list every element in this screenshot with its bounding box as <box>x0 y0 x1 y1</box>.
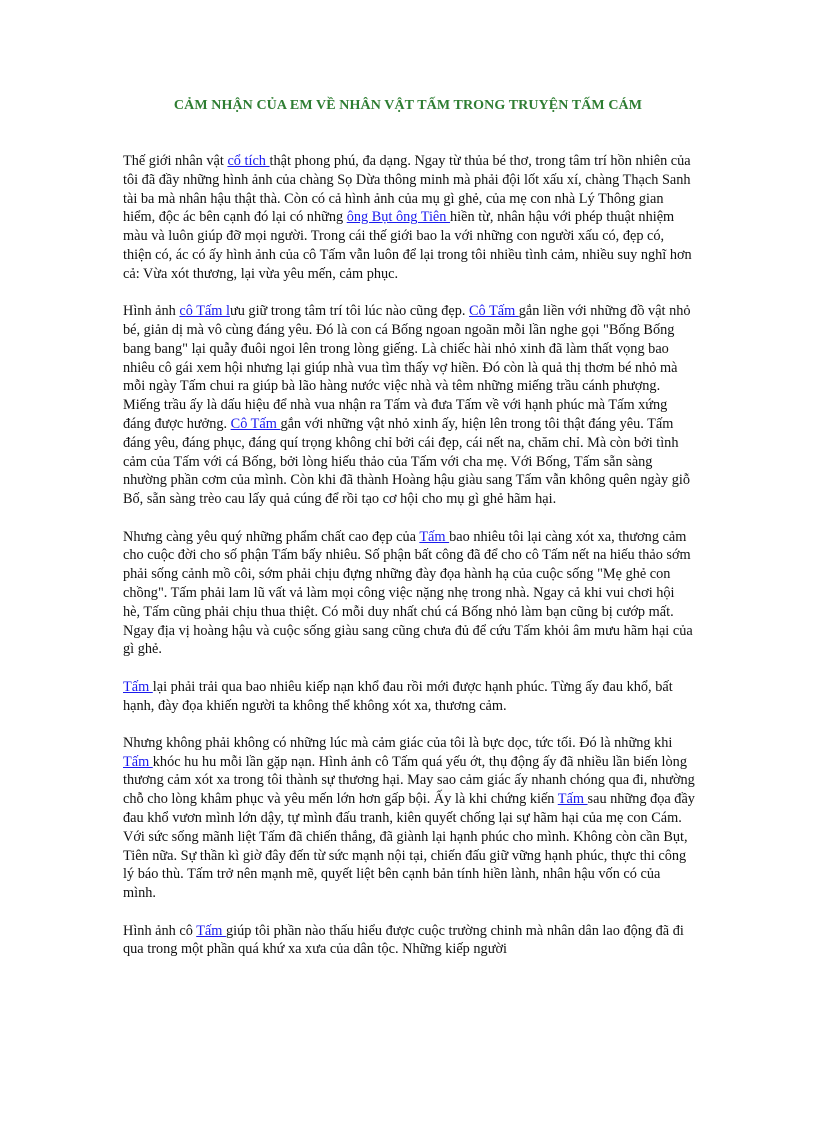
paragraph-4 <box>123 678 695 716</box>
text-run: gắn với những vật nhỏ xinh ấy, hiện lên trong tôi thật đáng yêu. Tấm đáng yêu, đáng phục, đáng quí trọng không chỉ bởi cái đẹp, cái nết na, chăm chỉ. Mà còn bởi tình cảm của Tấm với cá Bống, bởi lòng hiếu thảo của Tấm với cha mẹ. Với Bống, Tấm sẵn sàng nhường phần cơm của mình. Còn khi đã thành Hoàng hậu giàu sang Tấm vẫn không quên ngày giỗ Bố, sẵn sàng trèo cau lấy quả cúng để rồi tạo cơ hội cho mụ gì ghẻ hãm hại. <box>123 415 690 508</box>
document-body <box>123 152 695 978</box>
text-run: hiền từ, nhân hậu với phép thuật nhiệm màu và luôn giúp đỡ mọi người. Trong cái thế giới bao la với những con người xấu có, đẹp có, thiện có, ác có ấy hình ảnh của cô Tấm vẫn luôn để lại trong tôi nhiều tình cảm, nhiều suy nghĩ hơn cả: Vừa xót thương, lại vừa yêu mến, cảm phục. <box>123 209 692 282</box>
link-tam[interactable]: Tấm <box>123 753 153 770</box>
paragraph-2 <box>123 302 695 509</box>
text-run: giúp tôi phần nào thấu hiểu được cuộc trường chinh mà nhân dân lao động đã đi qua trong một phần quá khứ xa xưa của dân tộc. Những kiếp người <box>123 922 684 958</box>
text-run: sau những đọa đầy đau khổ vươn mình lớn dậy, tự mình đấu tranh, kiên quyết chống lại sự hãm hại của mẹ con Cám. Với sức sống mãnh liệt Tấm đã chiến thắng, đã giành lại hạnh phúc cho mình. Không còn cần Bụt, Tiên nữa. Sự thần kì giờ đây đến từ sức mạnh nội tại, chiến đấu giữ vững hạnh phúc, thực thi công lý báo thù. Tấm trở nên mạnh mẽ, quyết liệt bên cạnh bản tính hiền lành, nhân hậu vốn có của mình. <box>123 791 695 902</box>
text-run: thật phong phú, đa dạng. Ngay từ thủa bé thơ, trong tâm trí hồn nhiên của tôi đã đầy những hình ảnh của chàng Sọ Dừa thông minh mà phải đội lốt xấu xí, chàng Thạch Sanh tài ba mà nhân hậu thật thà. Còn có cả hình ảnh của mụ gì ghẻ, của mẹ con nhà Lý Thông gian hiểm, độc ác bên cạnh đó lại có những <box>123 153 691 226</box>
text-run: gắn liền với những đồ vật nhỏ bé, giản dị mà vô cùng đáng yêu. Đó là con cá Bống ngoan ngoãn mỗi lần nghe gọi "Bống Bống bang bang" lại quẫy đuôi ngoi lên trong lòng giếng. Là chiếc hài nhỏ xinh đã làm thất vọng bao nhiêu cô gái xem hội nhưng lại giúp nhà vua tìm thấy vợ hiền. Đó còn là quả thị thơm bé nhỏ mà mỗi ngày Tấm chui ra giúp bà lão hàng nước việc nhà và têm những miếng trầu cánh phượng. Miếng trầu ấy là dấu hiệu để nhà vua nhận ra Tấm và đưa Tấm về với hạnh phúc mà Tấm xứng đáng được hưởng. <box>123 303 691 432</box>
text-run: Hình ảnh <box>123 303 180 320</box>
paragraph-3 <box>123 528 695 660</box>
document-title: CẢM NHẬN CỦA EM VỀ NHÂN VẬT TẤM TRONG TRUYỆN TẤM CÁM <box>173 98 643 113</box>
text-run: Hình ảnh cô <box>123 922 197 939</box>
link-tam[interactable]: Tấm <box>557 791 588 808</box>
text-run: Nhưng càng yêu quý những phẩm chất cao đẹp của <box>123 528 420 545</box>
text-run: ưu giữ trong tâm trí tôi lúc nào cũng đẹp. <box>229 303 469 320</box>
link-co-tam[interactable]: Cô Tấm <box>230 415 281 432</box>
paragraph-5 <box>123 734 695 903</box>
link-tam[interactable]: Tấm <box>123 678 153 695</box>
text-run: Thế giới nhân vật <box>123 153 228 169</box>
text-run: khóc hu hu mỗi lần gặp nạn. Hình ảnh cô Tấm quá yếu ớt, thụ động ấy đã nhiều lần biến lòng thương cảm xót xa trong tôi thành sự thương hại. May sao cảm giác ấy nhanh chóng qua đi, nhường chỗ cho lòng khâm phục và yêu mến lớn hơn gấp bội. Ấy là khi chứng kiến <box>123 753 695 808</box>
paragraph-1 <box>123 152 695 284</box>
text-run: Nhưng không phải không có những lúc mà cảm giác của tôi là bực dọc, tức tối. Đó là những khi <box>123 734 673 751</box>
link-co-tich[interactable]: cổ tích <box>227 153 270 169</box>
text-run: lại phải trải qua bao nhiêu kiếp nạn khổ đau rồi mới được hạnh phúc. Từng ấy đau khổ, bất hạnh, đày đọa khiến người ta không thể không xót xa, thương cảm. <box>123 678 673 714</box>
link-co-tam[interactable]: cô Tấm l <box>179 303 230 320</box>
paragraph-6 <box>123 922 695 960</box>
link-tam[interactable]: Tấm <box>419 528 450 545</box>
text-run: bao nhiêu tôi lại càng xót xa, thương cảm cho cuộc đời cho số phận Tấm bấy nhiêu. Số phận bất công đã để cho cô Tấm nết na hiếu thảo sớm phải sống cảnh mồ côi, sớm phải chịu đựng những đày đọa hành hạ của cuộc sống "Mẹ ghẻ con chồng". Tấm phải lam lũ vất vả làm mọi công việc nặng nhẹ trong nhà. Ngay cả khi vui chơi hội hè, Tấm cũng phải chịu thua thiệt. Có mỗi duy nhất chú cá Bống nhỏ làm bạn cũng bị cướp mất. Ngay địa vị hoàng hậu và cuộc sống giàu sang cũng chưa đủ để cứu Tấm khỏi âm mưu hãm hại của gì ghẻ. <box>123 528 693 658</box>
link-co-tam[interactable]: Cô Tấm <box>469 303 519 320</box>
link-tam[interactable]: Tấm <box>196 922 226 939</box>
link-ong-but-ong-tien[interactable]: ông Bụt ông Tiên <box>346 209 451 226</box>
